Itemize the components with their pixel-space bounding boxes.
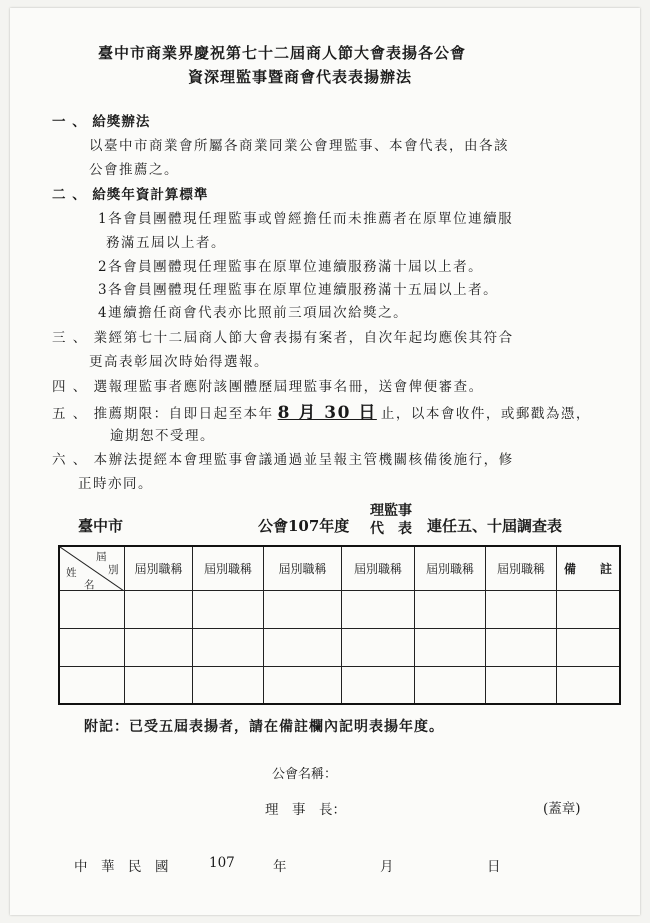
roc-year: 107	[209, 855, 235, 871]
data-cell[interactable]	[193, 666, 264, 704]
day-unit: 日	[487, 859, 501, 875]
survey-title-suffix: 連任五、十屆調查表	[427, 517, 563, 535]
survey-assoc-prefix: 公會107年度	[258, 517, 350, 535]
section-3-line-1: 三 、 業經第七十二屆商人節大會表揚有案者，自次年起均應俟其符合	[52, 330, 514, 346]
data-cell[interactable]	[125, 666, 193, 704]
month-unit: 月	[380, 859, 394, 875]
table-row	[59, 628, 620, 666]
col-header-5: 屆別職稱	[415, 546, 486, 590]
section-2-heading: 二 、 給獎年資計算標準	[52, 187, 209, 203]
name-cell[interactable]	[59, 628, 125, 666]
data-cell[interactable]	[342, 590, 415, 628]
col-header-4: 屆別職稱	[342, 546, 415, 590]
corner-label-top: 屆	[96, 551, 107, 563]
data-cell[interactable]	[125, 628, 193, 666]
title-line-2: 資深理監事暨商會代表表揚辦法	[188, 68, 413, 86]
remark-cell[interactable]	[557, 628, 621, 666]
survey-table	[58, 545, 621, 705]
data-cell[interactable]	[486, 590, 557, 628]
section-4-line: 四 、 選報理監事者應附該團體歷屆理監事名冊，送會俾便審查。	[52, 379, 484, 395]
survey-stack-top: 理監事	[370, 503, 412, 519]
section-5-line-2: 逾期恕不受理。	[110, 428, 215, 444]
table-row	[59, 590, 620, 628]
data-cell[interactable]	[193, 628, 264, 666]
section-5-line-1	[52, 398, 591, 423]
section-5-prefix: 五 、 推薦期限：自即日起至本年	[52, 406, 274, 422]
data-cell[interactable]	[342, 666, 415, 704]
section-2-item-1a: 1各會員團體現任理監事或曾經擔任而未推薦者在原單位連續服	[98, 211, 514, 227]
corner-cell	[59, 546, 125, 590]
data-cell[interactable]	[415, 590, 486, 628]
section-6-line-1: 六 、 本辦法提經本會理監事會議通過並呈報主管機關核備後施行，修	[52, 452, 514, 468]
title-line-1: 臺中市商業界慶祝第七十二屆商人節大會表揚各公會	[98, 44, 467, 62]
section-6-line-2: 正時亦同。	[78, 476, 153, 492]
roc-label: 中 華 民 國	[74, 859, 169, 875]
data-cell[interactable]	[342, 628, 415, 666]
col-header-6: 屆別職稱	[486, 546, 557, 590]
section-5-suffix: 止，以本會收件，或郵戳為憑，	[380, 406, 591, 422]
section-1-heading: 一 、 給獎辦法	[52, 114, 151, 130]
section-3-line-2: 更高表彰屆次時始得選報。	[89, 354, 269, 370]
data-cell[interactable]	[264, 590, 342, 628]
remark-cell[interactable]	[557, 590, 621, 628]
name-cell[interactable]	[59, 590, 125, 628]
data-cell[interactable]	[415, 666, 486, 704]
section-2-item-1b: 務滿五屆以上者。	[106, 235, 226, 251]
table-header-row	[59, 546, 620, 590]
name-cell[interactable]	[59, 666, 125, 704]
col-header-3: 屆別職稱	[264, 546, 342, 590]
data-cell[interactable]	[193, 590, 264, 628]
section-2-item-2: 2各會員團體現任理監事在原單位連續服務滿十屆以上者。	[98, 259, 484, 275]
section-2-item-4: 4連續擔任商會代表亦比照前三項屆次給獎之。	[98, 305, 409, 321]
col-header-remark: 備 註	[557, 546, 621, 590]
data-cell[interactable]	[264, 628, 342, 666]
section-1-body-2: 公會推薦之。	[89, 162, 179, 178]
data-cell[interactable]	[486, 628, 557, 666]
footer-note: 附記：已受五屆表揚者，請在備註欄內記明表揚年度。	[84, 719, 444, 735]
data-cell[interactable]	[264, 666, 342, 704]
deadline-date: 8 月 30 日	[277, 403, 377, 423]
remark-cell[interactable]	[557, 666, 621, 704]
corner-label-name-1: 姓	[66, 567, 77, 579]
chairman-label: 理 事 長：	[265, 802, 346, 818]
survey-city: 臺中市	[78, 517, 124, 535]
survey-stack-bottom: 代 表	[370, 521, 412, 537]
year-unit: 年	[273, 859, 287, 875]
assoc-name-label: 公會名稱：	[272, 767, 338, 782]
data-cell[interactable]	[415, 628, 486, 666]
table-row	[59, 666, 620, 704]
document-page	[10, 8, 640, 915]
data-cell[interactable]	[125, 590, 193, 628]
col-header-1: 屆別職稱	[125, 546, 193, 590]
col-header-2: 屆別職稱	[193, 546, 264, 590]
section-1-body-1: 以臺中市商業會所屬各商業同業公會理監事、本會代表，由各該	[89, 138, 509, 154]
corner-label-name-2: 名	[84, 579, 95, 591]
corner-label-mid: 別	[108, 564, 119, 576]
seal-label: (蓋章)	[543, 801, 581, 817]
data-cell[interactable]	[486, 666, 557, 704]
section-2-item-3: 3各會員團體現任理監事在原單位連續服務滿十五屆以上者。	[98, 282, 499, 298]
